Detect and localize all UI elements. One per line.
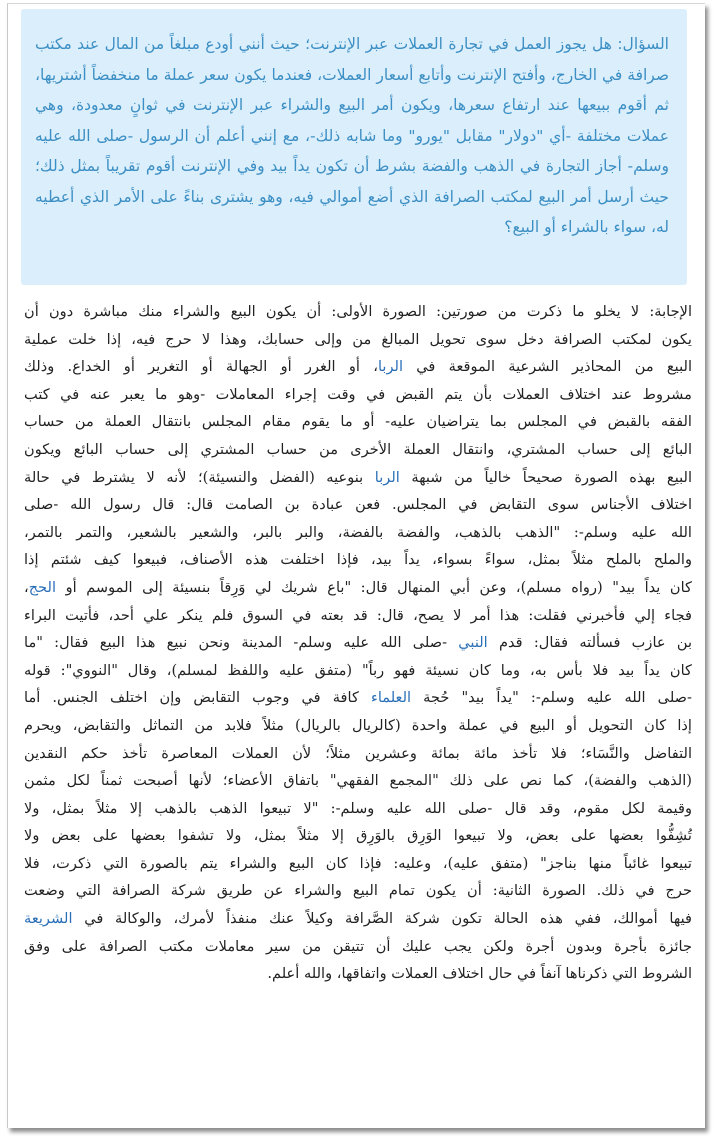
- glossary-link[interactable]: الربا: [374, 468, 400, 486]
- question-box: [21, 9, 687, 285]
- answer-line: بن عازب فسألته فقال: قدم النبي -صلى الله عليه وسلم- المدينة ونحن نبيع هذا البيع فقال: "ما: [24, 634, 693, 652]
- glossary-link[interactable]: العلماء: [370, 689, 412, 707]
- answer-line: فيها أموالك، ففي هذه الحالة تكون شركة الصَّرافة وكيلاً عنك منفذاً لأمرك، والوكالة في الشريعة: [24, 910, 692, 928]
- answer-line: وقيمة لكل مقوم، وقد قال -صلى الله عليه وسلم-: "لا تبيعوا الذهب بالذهب إلا مثلاً بمثل، ولا: [24, 799, 692, 817]
- answer-line: فجاء إلي فأخبرني فقلت: هذا أمر لا يصح، قال: قد بعته في السوق فلم ينكر علي أحد، فأتيت البراء: [24, 606, 692, 624]
- answer-line: الشروط التي ذكرناها آنفاً في حال اختلاف العملات واتفاقها، والله أعلم.: [267, 965, 692, 983]
- answer-line: حرج في ذلك. الصورة الثانية: أن يكون تمام البيع والشراء عن طريق شركة الصرافة التي وضعت: [24, 882, 692, 900]
- answer-line: جائزة بأجرة وبدون أجرة ولكن يجب عليك أن تتيقن من سير معاملات مكتب الصرافة على وفق: [24, 937, 692, 955]
- answer-body: [23, 298, 692, 988]
- answer-line: كان يداً بيد فلا بأس به، وما كان نسيئة فهو رباً" (متفق عليه واللفظ لمسلم)، وقال "النووي": قوله: [24, 661, 692, 679]
- answer-line: البائع إلى حساب المشتري، وانتقال العملة الأخرى من حساب المشتري إلى حساب البائع ويكون: [24, 440, 692, 458]
- answer-line: اختلاف الأجناس سوى التقابض في المجلس. فعن عبادة بن الصامت قال: قال رسول الله -صلى: [24, 496, 692, 514]
- answer-line: مشروط عند اختلاف العملات بأن يتم القبض في وقت إجراء المعاملات -وهو ما يعبر عنه في كتب: [24, 385, 692, 403]
- answer-line: تُشِفُّوا بعضها على بعض، ولا تبيعوا الوَرِق بالوَرِق إلا مثلاً بمثل، ولا تشفوا بعضها على بعض ولا: [24, 827, 692, 845]
- answer-line: والملح بالملح مثلاً بمثل، سواءً بسواء، يداً بيد، فإذا اختلفت هذه الأصناف، فبيعوا كيف شئتم إذا: [24, 551, 692, 569]
- fatwa-card: [7, 3, 705, 1128]
- glossary-link[interactable]: الشريعة: [24, 910, 73, 928]
- glossary-link[interactable]: الربا: [377, 358, 403, 376]
- answer-line: الإجابة: لا يخلو ما ذكرت من صورتين: الصورة الأولى: أن يكون البيع والشراء منك مباشرة دون أن: [24, 303, 692, 320]
- answer-line: الفقه بالقبض في المجلس بما يتراضيان عليه- أو ما يقوم مقام المجلس بانتقال العملة من حساب: [24, 413, 692, 431]
- answer-line: -صلى الله عليه وسلم-: "يداً بيد" حُجة العلماء كافة في وجوب التقابض وإن اختلف الجنس. أما: [24, 689, 692, 707]
- answer-line: إذا كان التحويل أو البيع في عملة واحدة (كالريال بالريال) مثلاً فلابد من التماثل والتقابض، ويحرم: [24, 716, 692, 734]
- answer-line: تبيعوا غائباً منها بناجز" (متفق عليه)، وعليه: فإذا كان البيع والشراء يتم بالصورة التي ذكرت، فلا: [24, 854, 692, 872]
- glossary-link[interactable]: الحج: [28, 578, 57, 596]
- answer-line: التفاضل والنَّسَاء؛ فلا تأخذ مائة بمائة وعشرين مثلاً؛ لأن العملات المعاصرة تأخذ حكم النقدين: [24, 744, 692, 762]
- answer-line: يكون لمكتب الصرافة دخل سوى تحويل المبالغ من وإلى حسابك، وهذا لا حرج فيه، إذا خلت عملية: [24, 330, 692, 348]
- answer-line: الله عليه وسلم-: "الذهب بالذهب، والفضة بالفضة، والبر بالبر، والشعير بالشعير، والتمر بالتمر،: [24, 523, 692, 541]
- answer-line: كان يداً بيد" (رواه مسلم)، وعن أبي المنهال قال: "باع شريك لي وَرِقاً بنسيئة إلى الموسم أو الحج،: [24, 578, 692, 596]
- answer-line: البيع من المحاذير الشرعية الموقعة في الربا، أو الغرر أو الجهالة أو التغرير أو الخداع. وذلك: [24, 358, 692, 376]
- question-text: السؤال: هل يجوز العمل في تجارة العملات عبر الإنترنت؛ حيث أنني أودع مبلغاً من المال عند مكتب صرافة في الخارج، وأفتح الإنترنت وأتابع أسعار العملات، فعندما يكون سعر عملة ما منخفضاً أشتريها، ثم أقوم ببيعها عند ارتفاع سعرها، ويكون أمر البيع والشراء عبر الإنترنت في ثوانٍ معدودة، وهي عملات مختلفة -أي "دولار" مقابل "يورو" وما شابه ذلك-، مع إنني أعلم أن الرسول -صلى الله عليه وسلم- أجاز التجارة في الذهب والفضة بشرط أن تكون يداً بيد وفي الإنترنت أقوم تقريباً بمثل ذلك؛ حيث أرسل أمر البيع لمكتب الصرافة الذي أضع أموالي فيه، وهو يشترى بناءً على الأمر الذي أعطيه له، سواء بالشراء أو البيع؟: [35, 35, 669, 236]
- glossary-link[interactable]: النبي: [458, 634, 488, 652]
- answer-line: (الذهب والفضة)، كما نص على ذلك "المجمع الفقهي" باتفاق الأعضاء؛ لأنها أصبحت ثمناً لكل مثمن: [24, 772, 692, 790]
- answer-line: البيع بهذه الصورة صحيحاً خالياً من شبهة الربا بنوعيه (الفضل والنسيئة)؛ لأنه لا يشترط في حالة: [24, 468, 693, 486]
